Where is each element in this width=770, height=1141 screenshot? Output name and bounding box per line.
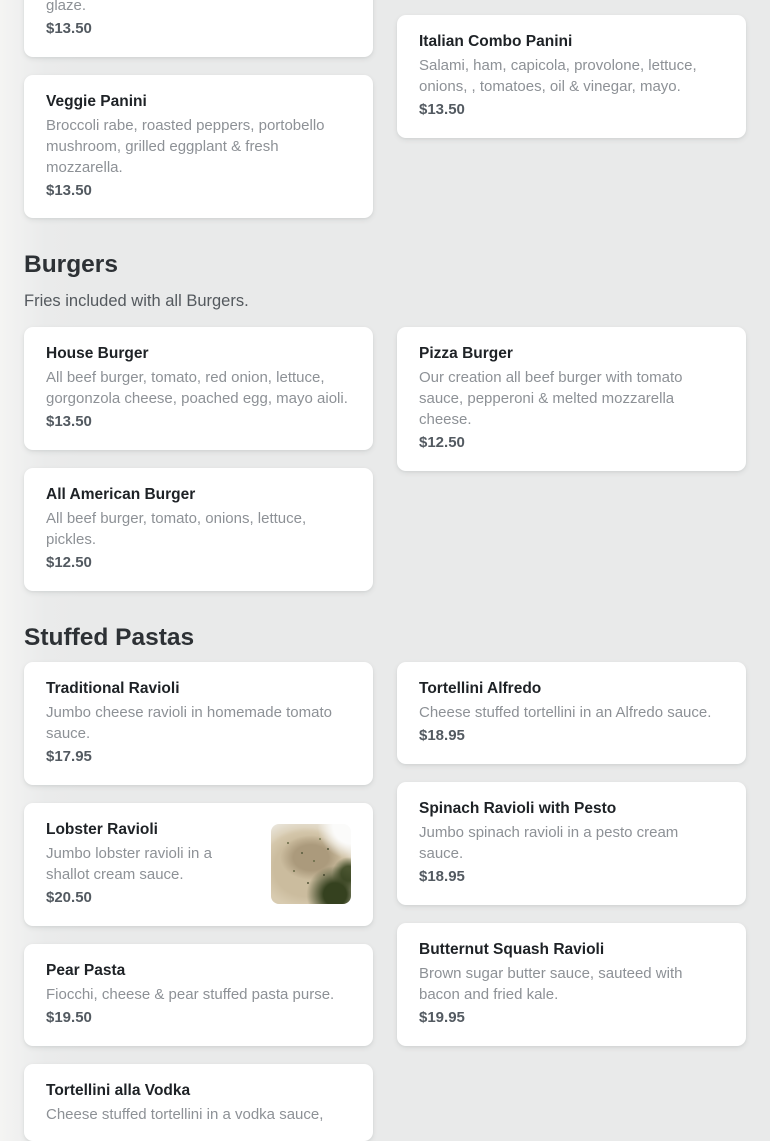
menu-item-card-house-burger[interactable] <box>24 327 373 450</box>
menu-item-card-pizza-burger[interactable] <box>397 327 746 471</box>
menu-section-stuffed-pastas <box>24 621 746 1141</box>
menu-item-card-traditional-ravioli[interactable] <box>24 662 373 785</box>
menu-item-description: Salami, ham, capicola, provolone, lettuce, onions, , tomatoes, oil & vinegar, mayo. <box>419 57 697 96</box>
menu-item-description: Our creation all beef burger with tomato sauce, pepperoni & melted mozzarella cheese. <box>419 369 683 429</box>
menu-item-description: Jumbo spinach ravioli in a pesto cream sauce. <box>419 824 679 863</box>
menu-item-description: Broccoli rabe, roasted peppers, portobello mushroom, grilled eggplant & fresh mozzarella. <box>46 116 325 176</box>
menu-item-price: $20.50 <box>46 889 92 907</box>
section-note-burgers: Fries included with all Burgers. <box>24 291 249 310</box>
menu-item-card-all-american-burger[interactable] <box>24 468 373 591</box>
menu-item-card-spinach-ravioli-with-pesto[interactable] <box>397 782 746 905</box>
menu-item-price: $18.95 <box>419 727 465 745</box>
menu-item-price: $12.50 <box>419 434 465 452</box>
card-grid <box>24 0 746 218</box>
menu-item-name: Spinach Ravioli with Pesto <box>419 799 617 817</box>
menu-item-price: $13.50 <box>46 181 92 199</box>
menu-item-name: Italian Combo Panini <box>419 33 573 50</box>
card-column-left <box>24 327 373 591</box>
menu-item-card-pear-pasta[interactable] <box>24 944 373 1046</box>
menu-item-card-partial[interactable] <box>24 0 373 57</box>
menu-item-price: $12.50 <box>46 554 92 572</box>
section-heading-burgers: Burgers <box>24 251 118 279</box>
menu-item-description: Fiocchi, cheese & pear stuffed pasta purse. <box>46 986 335 1004</box>
menu-item-name: Traditional Ravioli <box>46 679 180 697</box>
menu-section-paninis <box>24 0 746 218</box>
menu-item-name: Tortellini Alfredo <box>419 679 542 697</box>
menu-item-name: Pear Pasta <box>46 961 126 979</box>
menu-item-price: $13.50 <box>46 413 92 431</box>
menu-item-name: Butternut Squash Ravioli <box>419 940 605 958</box>
menu-item-name: House Burger <box>46 344 149 362</box>
card-column-left <box>24 662 373 1141</box>
menu-item-card-italian-combo-panini[interactable] <box>397 15 746 138</box>
menu-item-name: Pizza Burger <box>419 344 513 362</box>
text-block <box>46 819 259 910</box>
menu-item-card-tortellini-alfredo[interactable] <box>397 662 746 764</box>
menu-item-card-butternut-squash-ravioli[interactable] <box>397 923 746 1046</box>
menu-item-card-veggie-panini[interactable] <box>24 75 373 219</box>
card-grid <box>24 327 746 591</box>
menu-item-description: All beef burger, tomato, red onion, lettuce, gorgonzola cheese, poached egg, mayo aioli. <box>46 369 348 408</box>
menu-item-card-lobster-ravioli[interactable] <box>24 803 373 926</box>
section-heading-stuffed-pastas: Stuffed Pastas <box>24 623 195 651</box>
menu-item-name: Tortellini alla Vodka <box>46 1081 191 1099</box>
menu-item-price: $13.50 <box>419 101 465 119</box>
card-column-right <box>397 0 746 138</box>
menu-item-name: All American Burger <box>46 485 196 503</box>
card-column-right <box>397 327 746 471</box>
card-grid <box>24 662 746 1141</box>
card-row <box>46 819 351 910</box>
menu-item-description: Jumbo lobster ravioli in a shallot cream sauce. <box>46 845 212 884</box>
lobster-ravioli-dish-photo <box>271 824 351 904</box>
menu-item-price: $18.95 <box>419 868 465 886</box>
menu-item-description: Jumbo cheese ravioli in homemade tomato sauce. <box>46 704 332 743</box>
menu-item-price: $13.50 <box>46 20 92 37</box>
menu-item-card-tortellini-alla-vodka[interactable] <box>24 1064 373 1141</box>
menu-item-price: $19.50 <box>46 1009 92 1027</box>
menu-item-description: Cheese stuffed tortellini in an Alfredo sauce. <box>419 704 712 722</box>
menu-item-price: $17.95 <box>46 748 92 766</box>
card-column-left <box>24 0 373 218</box>
menu-item-description: Brown sugar butter sauce, sauteed with bacon and fried kale. <box>419 965 683 1004</box>
menu-section-burgers <box>24 248 746 590</box>
menu-item-price: $19.95 <box>419 1009 465 1027</box>
menu-item-name: Veggie Panini <box>46 92 147 110</box>
menu-item-description: glaze. <box>46 0 87 14</box>
menu-item-description: Cheese stuffed tortellini in a vodka sauce, <box>46 1106 324 1123</box>
card-column-right <box>397 662 746 1046</box>
menu-item-description: All beef burger, tomato, onions, lettuce, pickles. <box>46 510 307 549</box>
menu-item-name: Lobster Ravioli <box>46 820 158 838</box>
